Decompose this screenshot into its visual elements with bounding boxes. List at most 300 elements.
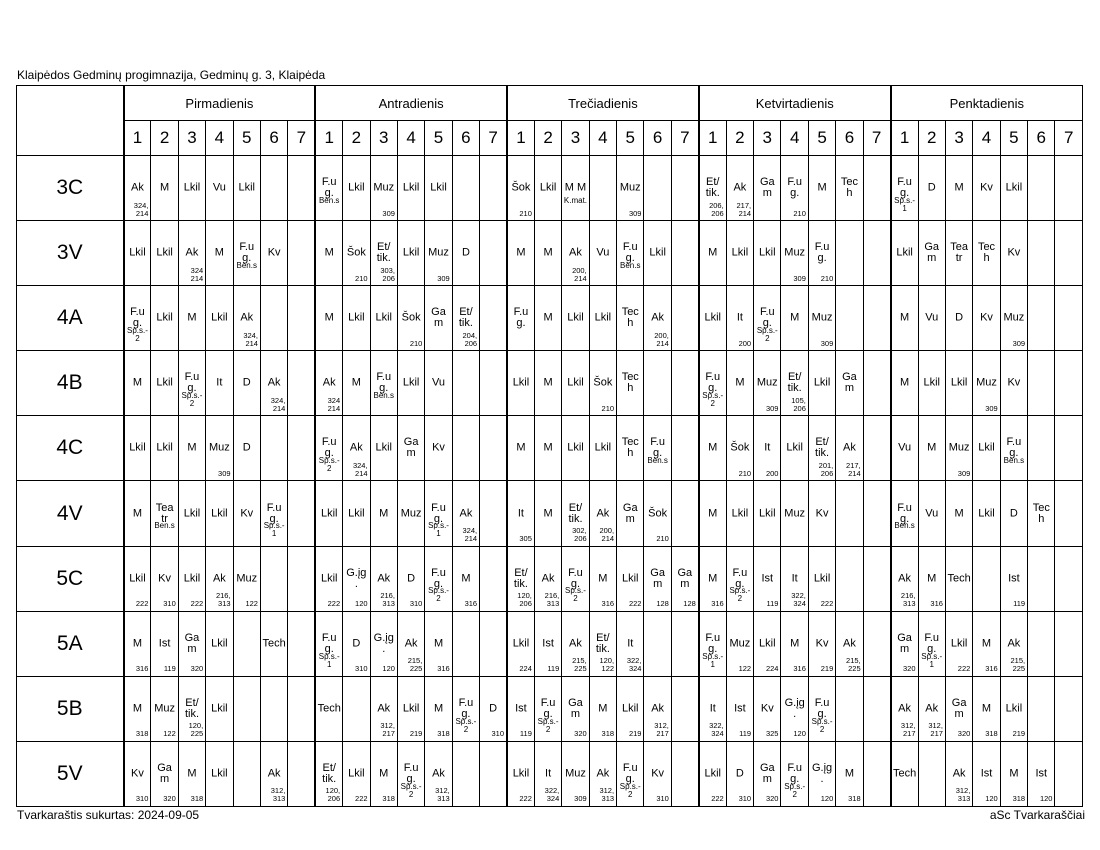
lesson-cell <box>754 741 781 806</box>
lesson-cell <box>671 286 698 351</box>
room-label: 318 <box>601 729 615 739</box>
lesson-cell <box>617 546 644 611</box>
lesson-cell <box>973 221 1000 286</box>
subject-label: D <box>489 702 498 715</box>
subject-label: M <box>379 767 389 780</box>
lesson-cell <box>726 286 753 351</box>
lesson-cell <box>945 416 972 481</box>
room-label: 312, 217 <box>928 721 943 739</box>
lesson-cell <box>233 286 260 351</box>
lesson-cell <box>315 416 342 481</box>
subject-label: F.u g. <box>759 306 775 330</box>
lesson-cell <box>288 741 315 806</box>
subject-label: M <box>187 441 197 454</box>
lesson-cell <box>151 611 178 676</box>
lesson-cell <box>507 286 534 351</box>
lesson-cell <box>507 351 534 416</box>
subject-label: Lkil <box>348 311 365 324</box>
subject-label: M M <box>564 181 587 194</box>
room-label: 320 <box>765 794 779 804</box>
subject-label: Lkil <box>567 441 584 454</box>
lesson-cell <box>945 611 972 676</box>
subject-label: Lkil <box>211 767 228 780</box>
lesson-cell <box>178 351 205 416</box>
class-row <box>17 416 1083 481</box>
period-header: 1 <box>699 121 726 156</box>
room-label: 222 <box>820 599 834 609</box>
subject-label: Vu <box>898 441 912 454</box>
period-header: 1 <box>315 121 342 156</box>
lesson-cell <box>562 481 589 546</box>
subject-label: Tec h <box>621 371 639 395</box>
lesson-cell <box>808 221 835 286</box>
lesson-cell <box>836 611 863 676</box>
lesson-cell <box>891 741 918 806</box>
lesson-cell <box>315 611 342 676</box>
subject-label: Tea tr <box>155 501 174 525</box>
subject-label: Lkil <box>211 507 228 520</box>
lesson-cell <box>260 156 287 221</box>
lesson-cell <box>726 156 753 221</box>
subject-label: Ak <box>898 572 911 585</box>
subject-label: M <box>790 311 800 324</box>
room-label: 310 <box>656 794 669 804</box>
subject-label: M <box>379 507 389 520</box>
subject-label: Muz <box>428 246 449 259</box>
subject-label: Ist <box>761 572 774 585</box>
subject-label: Lkil <box>813 376 831 389</box>
subject-label: Ak <box>349 441 363 454</box>
period-header: 3 <box>754 121 781 156</box>
lesson-cell <box>260 416 287 481</box>
subject-label: Ga m <box>759 761 775 785</box>
room-label: 316 <box>793 664 806 674</box>
lesson-cell <box>260 611 287 676</box>
room-label: 219 <box>628 729 642 739</box>
subject-label: Lkil <box>211 702 228 715</box>
room-label: 324, 214 <box>133 200 149 218</box>
lesson-cell <box>671 416 698 481</box>
lesson-cell <box>480 546 507 611</box>
subject-label: Ak <box>212 572 226 585</box>
group-label: Sp.s.- 2 <box>455 716 477 734</box>
lesson-cell <box>1000 611 1027 676</box>
lesson-cell <box>178 286 205 351</box>
subject-label: M <box>543 441 553 454</box>
subject-label: Ga m <box>842 371 857 395</box>
room-label: 309 <box>793 273 806 283</box>
room-label: 222 <box>519 794 532 804</box>
subject-label: Et/ tik. <box>568 501 583 525</box>
lesson-cell <box>562 546 589 611</box>
room-label: 224 <box>519 664 532 674</box>
room-label: 322, 324 <box>544 786 560 804</box>
lesson-cell <box>699 611 726 676</box>
period-header: 5 <box>233 121 260 156</box>
room-label: 216, 313 <box>544 591 560 609</box>
subject-label: F.u g. <box>431 566 446 590</box>
room-label: 324, 214 <box>352 460 368 478</box>
subject-label: M <box>433 637 444 650</box>
lesson-cell <box>1055 156 1083 221</box>
room-label: 119 <box>739 729 752 739</box>
lesson-cell <box>370 416 397 481</box>
room-label: 200 <box>738 338 752 348</box>
room-label: 312, 313 <box>955 786 971 804</box>
lesson-cell <box>754 481 781 546</box>
room-label: 322, 324 <box>791 591 806 609</box>
lesson-cell <box>397 741 424 806</box>
period-header: 7 <box>1055 121 1083 156</box>
subject-label: F.u g. <box>650 436 665 460</box>
subject-label: F.u g. <box>130 306 145 330</box>
lesson-cell <box>973 286 1000 351</box>
room-label: 217, 214 <box>846 460 861 478</box>
subject-label: Ak <box>459 507 473 520</box>
room-label: 324, 214 <box>462 526 478 544</box>
period-header: 6 <box>836 121 863 156</box>
lesson-cell <box>124 156 151 221</box>
group-label: Sp.s.- 1 <box>921 651 943 669</box>
room-label: 222 <box>711 794 724 804</box>
lesson-cell <box>836 221 863 286</box>
subject-label: Lkil <box>211 637 228 650</box>
lesson-cell <box>480 351 507 416</box>
lesson-cell <box>808 156 835 221</box>
room-label: 309 <box>382 208 395 218</box>
period-header: 7 <box>863 121 890 156</box>
subject-label: Ak <box>240 311 254 324</box>
lesson-cell <box>425 676 452 741</box>
lesson-cell <box>178 416 205 481</box>
class-name: 4C <box>17 416 124 481</box>
lesson-cell <box>233 481 260 546</box>
lesson-cell <box>726 416 753 481</box>
lesson-cell <box>1055 611 1083 676</box>
room-label: 310 <box>409 599 423 609</box>
class-row <box>17 481 1083 546</box>
subject-label: Kv <box>1007 246 1021 259</box>
timetable-body <box>17 156 1083 807</box>
room-label: 210 <box>355 273 368 283</box>
subject-label: Lkil <box>183 181 201 194</box>
subject-label: M <box>844 767 855 780</box>
subject-label: Muz <box>565 767 586 780</box>
subject-label: M <box>461 572 471 585</box>
lesson-cell <box>206 546 233 611</box>
subject-label: Muz <box>208 441 230 454</box>
lesson-cell <box>562 676 589 741</box>
lesson-cell <box>945 351 972 416</box>
lesson-cell <box>671 351 698 416</box>
room-label: 309 <box>437 273 450 283</box>
lesson-cell <box>288 676 315 741</box>
period-header: 6 <box>260 121 287 156</box>
lesson-cell <box>918 156 945 221</box>
lesson-cell <box>699 286 726 351</box>
lesson-cell <box>1000 221 1027 286</box>
subject-label: Lkil <box>129 441 146 454</box>
lesson-cell <box>507 221 534 286</box>
subject-label: Ga m <box>650 566 665 590</box>
subject-label: Lkil <box>402 702 420 715</box>
class-name: 4B <box>17 351 124 416</box>
subject-label: Muz <box>784 246 806 259</box>
lesson-cell <box>644 676 671 741</box>
subject-label: Vu <box>432 376 446 389</box>
lesson-cell <box>781 351 808 416</box>
lesson-cell <box>233 546 260 611</box>
subject-label: M <box>132 702 143 715</box>
subject-label: Kv <box>815 637 829 650</box>
lesson-cell <box>151 676 178 741</box>
subject-label: M <box>954 507 964 520</box>
lesson-cell <box>617 416 644 481</box>
lesson-cell <box>1055 286 1083 351</box>
subject-label: F.u g. <box>814 241 830 265</box>
room-label: 215, 225 <box>407 656 423 674</box>
lesson-cell <box>1000 546 1027 611</box>
lesson-cell <box>315 221 342 286</box>
lesson-cell <box>151 416 178 481</box>
period-header: 4 <box>397 121 424 156</box>
subject-label: F.u g. <box>458 696 474 720</box>
subject-label: M <box>214 246 224 259</box>
lesson-cell <box>918 741 945 806</box>
lesson-cell <box>891 546 918 611</box>
room-label: 215, 225 <box>1010 656 1026 674</box>
lesson-cell <box>1055 676 1083 741</box>
subject-label: Vu <box>925 507 939 520</box>
subject-label: Ga m <box>677 566 693 590</box>
class-row <box>17 611 1083 676</box>
subject-label: F.u g. <box>897 176 912 200</box>
subject-label: Ak <box>651 311 665 324</box>
lesson-cell <box>151 351 178 416</box>
lesson-cell <box>836 416 863 481</box>
lesson-cell <box>343 611 370 676</box>
group-label: Ben.s <box>647 456 668 466</box>
period-header: 2 <box>151 121 178 156</box>
subject-label: Ak <box>843 441 856 454</box>
class-name: 5C <box>17 546 124 611</box>
subject-label: M <box>160 181 170 194</box>
room-label: 310 <box>738 794 752 804</box>
subject-label: Lkil <box>704 311 722 324</box>
school-title: Klaipėdos Gedminų progimnazija, Gedminų g. 3, Klaipėda <box>17 68 326 82</box>
lesson-cell <box>699 481 726 546</box>
lesson-cell <box>589 286 616 351</box>
lesson-cell <box>480 611 507 676</box>
subject-label: Lkil <box>567 376 584 389</box>
subject-label: M <box>927 572 937 585</box>
lesson-cell <box>589 416 616 481</box>
subject-label: M <box>543 376 553 389</box>
lesson-cell <box>781 481 808 546</box>
subject-label: Kv <box>760 702 774 715</box>
lesson-cell <box>781 546 808 611</box>
room-label: 200, 214 <box>599 526 615 544</box>
group-label: Sp.s.- 1 <box>894 195 916 213</box>
lesson-cell <box>726 676 753 741</box>
room-label: 309 <box>628 208 642 218</box>
subject-label: Ak <box>322 376 336 389</box>
subject-label: Lkil <box>375 311 392 324</box>
lesson-cell <box>945 676 972 741</box>
subject-label: Lkil <box>512 376 530 389</box>
lesson-cell <box>178 156 205 221</box>
subject-label: Ak <box>432 767 445 780</box>
subject-label: Muz <box>811 311 833 324</box>
lesson-cell <box>589 156 616 221</box>
subject-label: F.u g. <box>705 631 721 655</box>
subject-label: D <box>735 767 744 780</box>
room-label: 120 <box>1039 794 1053 804</box>
lesson-cell <box>699 676 726 741</box>
subject-label: Šok <box>401 311 421 324</box>
lesson-cell <box>124 351 151 416</box>
lesson-cell <box>507 481 534 546</box>
subject-label: M <box>708 441 718 454</box>
subject-label: Lkil <box>813 572 831 585</box>
lesson-cell <box>918 351 945 416</box>
subject-label: D <box>242 376 251 389</box>
lesson-cell <box>425 741 452 806</box>
lesson-cell <box>836 156 863 221</box>
lesson-cell <box>288 156 315 221</box>
subject-label: Muz <box>154 702 175 715</box>
lesson-cell <box>343 156 370 221</box>
subject-label: Lkil <box>156 376 173 389</box>
room-label: 324 214 <box>190 265 204 283</box>
subject-label: M <box>516 441 526 454</box>
period-header: 7 <box>671 121 698 156</box>
subject-label: It <box>627 637 634 650</box>
room-label: 320 <box>957 729 971 739</box>
lesson-cell <box>589 611 616 676</box>
lesson-cell <box>370 286 397 351</box>
subject-label: Et/ tik. <box>595 631 610 655</box>
lesson-cell <box>973 741 1000 806</box>
room-label: 316 <box>437 664 450 674</box>
period-header: 3 <box>178 121 205 156</box>
lesson-cell <box>206 351 233 416</box>
subject-label: M <box>132 637 143 650</box>
subject-label: F.u g. <box>321 631 337 655</box>
subject-label: F.u g. <box>321 176 337 200</box>
subject-label: Lkil <box>402 181 420 194</box>
lesson-cell <box>288 351 315 416</box>
subject-label: Muz <box>1003 311 1025 324</box>
lesson-cell <box>644 286 671 351</box>
lesson-cell <box>178 676 205 741</box>
lesson-cell <box>1000 286 1027 351</box>
room-label: 206, 206 <box>709 200 724 218</box>
room-label: 222 <box>957 664 971 674</box>
lesson-cell <box>671 611 698 676</box>
room-label: 119 <box>163 664 176 674</box>
subject-label: Ak <box>569 246 582 259</box>
lesson-cell <box>589 741 616 806</box>
subject-label: Lkil <box>1005 181 1023 194</box>
lesson-cell <box>370 611 397 676</box>
subject-label: F.u g. <box>814 696 830 720</box>
lesson-cell <box>562 416 589 481</box>
subject-label: Lkil <box>402 376 420 389</box>
lesson-cell <box>425 286 452 351</box>
group-label: Sp.s.- 2 <box>784 781 806 799</box>
lesson-cell <box>480 416 507 481</box>
lesson-cell <box>151 156 178 221</box>
subject-label: F.u g. <box>924 631 940 655</box>
lesson-cell <box>754 156 781 221</box>
subject-label: Et/ tik. <box>376 241 391 265</box>
lesson-cell <box>918 546 945 611</box>
lesson-cell <box>206 741 233 806</box>
subject-label: D <box>407 572 416 585</box>
room-label: 310 <box>163 599 176 609</box>
room-label: 320 <box>163 794 176 804</box>
room-label: 303, 206 <box>380 265 395 283</box>
subject-label: Lkil <box>731 246 749 259</box>
lesson-cell <box>671 676 698 741</box>
subject-label: Lkil <box>950 376 968 389</box>
group-label: Sp.s.- 2 <box>126 326 148 344</box>
subject-label: Lkil <box>512 767 530 780</box>
subject-label: Ga m <box>622 501 638 525</box>
lesson-cell <box>617 741 644 806</box>
room-label: 120, 206 <box>325 786 341 804</box>
room-label: 120 <box>820 794 834 804</box>
period-header: 5 <box>617 121 644 156</box>
room-label: 318 <box>437 729 450 739</box>
subject-label: Muz <box>619 181 641 194</box>
subject-label: D <box>461 246 470 259</box>
subject-label: Lkil <box>348 767 365 780</box>
room-label: 105, 206 <box>791 395 806 413</box>
lesson-cell <box>397 611 424 676</box>
lesson-cell <box>233 416 260 481</box>
lesson-cell <box>425 611 452 676</box>
class-row <box>17 676 1083 741</box>
lesson-cell <box>1055 741 1083 806</box>
lesson-cell <box>617 221 644 286</box>
subject-label: Ist <box>515 702 527 715</box>
lesson-cell <box>370 546 397 611</box>
lesson-cell <box>124 286 151 351</box>
subject-label: Ak <box>131 181 144 194</box>
subject-label: M <box>132 376 143 389</box>
lesson-cell <box>425 416 452 481</box>
subject-label: M <box>324 246 334 259</box>
subject-label: Muz <box>756 376 778 389</box>
subject-label: M <box>543 311 553 324</box>
lesson-cell <box>124 221 151 286</box>
period-header: 3 <box>945 121 972 156</box>
room-label: 210 <box>738 468 752 478</box>
lesson-cell <box>918 286 945 351</box>
subject-label: Ga m <box>403 436 419 460</box>
lesson-cell <box>397 676 424 741</box>
lesson-cell <box>452 741 479 806</box>
lesson-cell <box>151 741 178 806</box>
subject-label: Šok <box>346 246 366 259</box>
subject-label: Lkil <box>539 181 557 194</box>
subject-label: Lkil <box>402 246 420 259</box>
lesson-cell <box>891 221 918 286</box>
lesson-cell <box>589 546 616 611</box>
room-label: 305 <box>519 534 532 544</box>
